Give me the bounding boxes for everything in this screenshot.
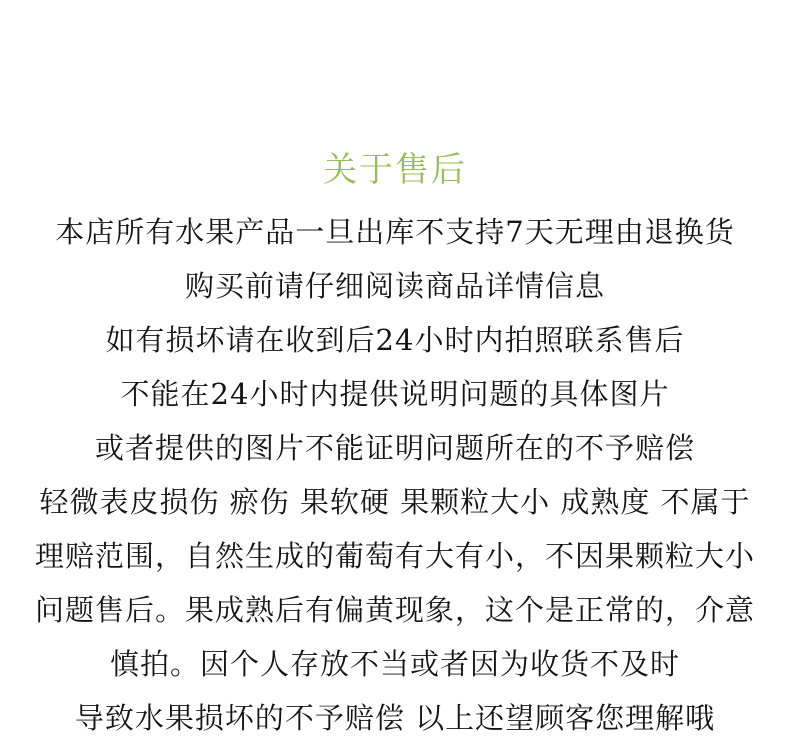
notice-body	[0, 210, 790, 750]
notice-line: 问题售后。果成熟后有偏黄现象，这个是正常的，介意	[34, 593, 755, 627]
notice-line: 本店所有水果产品一旦出库不支持7天无理由退换货	[55, 215, 735, 249]
notice-line: 不能在24小时内提供说明问题的具体图片	[120, 377, 670, 411]
notice-line: 理赔范围，自然生成的葡萄有大有小，不因果颗粒大小	[34, 539, 755, 573]
notice-line: 如有损坏请在收到后24小时内拍照联系售后	[105, 323, 685, 357]
notice-line: 轻微表皮损伤 瘀伤 果软硬 果颗粒大小 成熟度 不属于	[39, 485, 751, 519]
notice-line: 慎拍。因个人存放不当或者因为收货不及时	[109, 647, 680, 681]
notice-line: 导致水果损坏的不予赔偿 以上还望顾客您理解哦	[74, 701, 716, 735]
notice-line: 或者提供的图片不能证明问题所在的不予赔偿	[94, 431, 695, 465]
page-title: 关于售后	[323, 150, 467, 190]
notice-line: 购买前请仔细阅读商品详情信息	[184, 269, 605, 303]
